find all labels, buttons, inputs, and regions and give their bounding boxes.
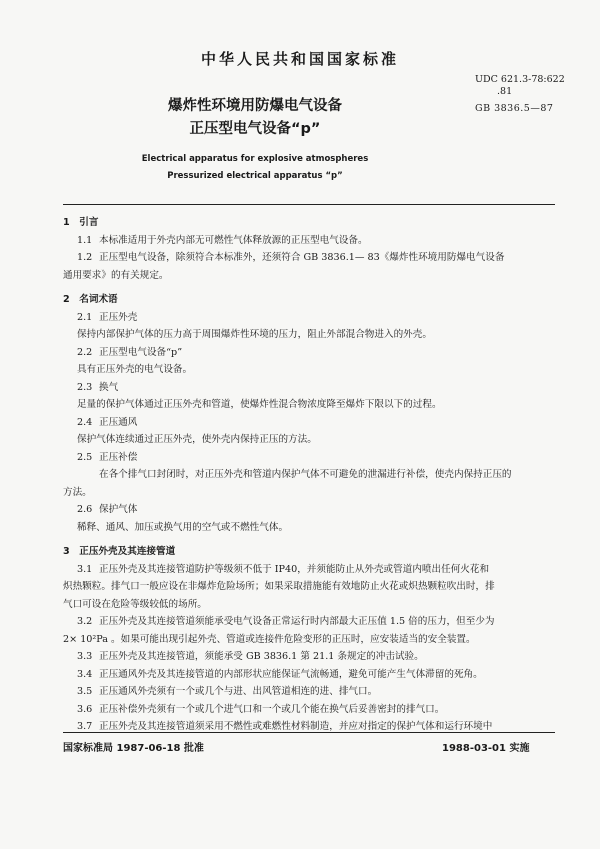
term-2-5-definition-cont: 方法。 bbox=[63, 486, 92, 498]
section-2-heading: 2 名词术语 bbox=[63, 294, 118, 305]
clause-3-6: 3.6 正压补偿外壳须有一个或几个进气口和一个或几个能在换气后妥善密封的排气口。 bbox=[77, 703, 445, 715]
term-2-2: 2.2 正压型电气设备“p” bbox=[77, 346, 183, 358]
title-cn-line-1: 爆炸性环境用防爆电气设备 bbox=[168, 98, 342, 114]
term-2-3-definition: 足量的保护气体通过正压外壳和管道，使爆炸性混合物浓度降至爆炸下限以下的过程。 bbox=[77, 399, 442, 410]
clause-3-4: 3.4 正压通风外壳及其连接管道的内部形状应能保证气流畅通，避免可能产生气体滞留的死角。 bbox=[77, 668, 483, 680]
clause-3-1-cont-1: 炽热颗粒。排气口一般应设在非爆炸危险场所；如果采取措施能有效地防止火花或炽热颗粒吹出时，排 bbox=[63, 581, 495, 592]
clause-1-2-cont: 通用要求》的有关规定。 bbox=[63, 269, 169, 281]
term-2-3: 2.3 换气 bbox=[77, 381, 119, 393]
section-1-heading: 1 引言 bbox=[63, 217, 99, 228]
term-2-4-definition: 保护气体连续通过正压外壳，使外壳内保持正压的方法。 bbox=[77, 434, 317, 445]
term-2-1-definition: 保持内部保护气体的压力高于周围爆炸性环境的压力，阻止外部混合物进入的外壳。 bbox=[77, 329, 432, 340]
term-2-6-definition: 稀释、通风、加压或换气用的空气或不燃性气体。 bbox=[77, 521, 289, 533]
section-3-heading: 3 正压外壳及其连接管道 bbox=[63, 546, 176, 557]
standard-type-heading: 中华人民共和国国家标准 bbox=[200, 50, 399, 68]
clause-3-5: 3.5 正压通风外壳须有一个或几个与进、出风管道相连的进、排气口。 bbox=[77, 686, 378, 697]
clause-1-2: 1.2 正压型电气设备，除须符合本标准外，还须符合 GB 3836.1— 83《爆炸性环境用防爆电气设备 bbox=[77, 252, 505, 263]
title-en-line-1: Electrical apparatus for explosive atmospheres bbox=[141, 154, 369, 164]
udc-line-1: UDC 621.3-78:622 bbox=[475, 74, 565, 85]
document-body bbox=[63, 214, 555, 736]
footer-divider bbox=[63, 732, 555, 733]
gb-number: GB 3836.5—87 bbox=[475, 103, 554, 114]
title-en-line-2: Pressurized electrical apparatus “p” bbox=[167, 171, 343, 181]
udc-line-2: .81 bbox=[497, 86, 513, 97]
clause-3-3: 3.3 正压外壳及其连接管道，须能承受 GB 3836.1 第 21.1 条规定的冲击试验。 bbox=[77, 651, 424, 662]
implementation-date: 1988-03-01 实施 bbox=[442, 743, 530, 754]
term-2-4: 2.4 正压通风 bbox=[77, 416, 138, 428]
term-2-5-definition: 在各个排气口封闭时，对正压外壳和管道内保护气体不可避免的泄漏进行补偿，使壳内保持正压的 bbox=[99, 469, 512, 480]
header-divider bbox=[63, 204, 555, 205]
term-2-2-definition: 具有正压外壳的电气设备。 bbox=[77, 364, 193, 375]
term-2-6: 2.6 保护气体 bbox=[77, 504, 138, 515]
term-2-5: 2.5 正压补偿 bbox=[77, 451, 138, 463]
clause-3-7: 3.7 正压外壳及其连接管道须采用不燃性或难燃性材料制造，并应对指定的保护气体和运行环境中 bbox=[77, 721, 493, 732]
title-cn-line-2: 正压型电气设备“p” bbox=[189, 121, 321, 137]
clause-3-2: 3.2 正压外壳及其连接管道须能承受电气设备正常运行时内部最大正压值 1.5 倍的压力，但至少为 bbox=[77, 616, 495, 627]
clause-3-1: 3.1 正压外壳及其连接管道防护等级须不低于 IP40，并须能防止从外壳或管道内喷出任何火花和 bbox=[77, 563, 490, 575]
approval-date: 国家标准局 1987-06-18 批准 bbox=[63, 743, 204, 754]
clause-1-1: 1.1 本标准适用于外壳内部无可燃性气体释放源的正压型电气设备。 bbox=[77, 234, 368, 246]
term-2-1: 2.1 正压外壳 bbox=[77, 311, 138, 323]
clause-3-2-cont: 2× 10²Pa 。如果可能出现引起外壳、管道或连接件危险变形的正压时，应安装适当的安全装置。 bbox=[63, 633, 476, 645]
clause-3-1-cont-2: 气口可设在危险等级较低的场所。 bbox=[63, 598, 207, 610]
